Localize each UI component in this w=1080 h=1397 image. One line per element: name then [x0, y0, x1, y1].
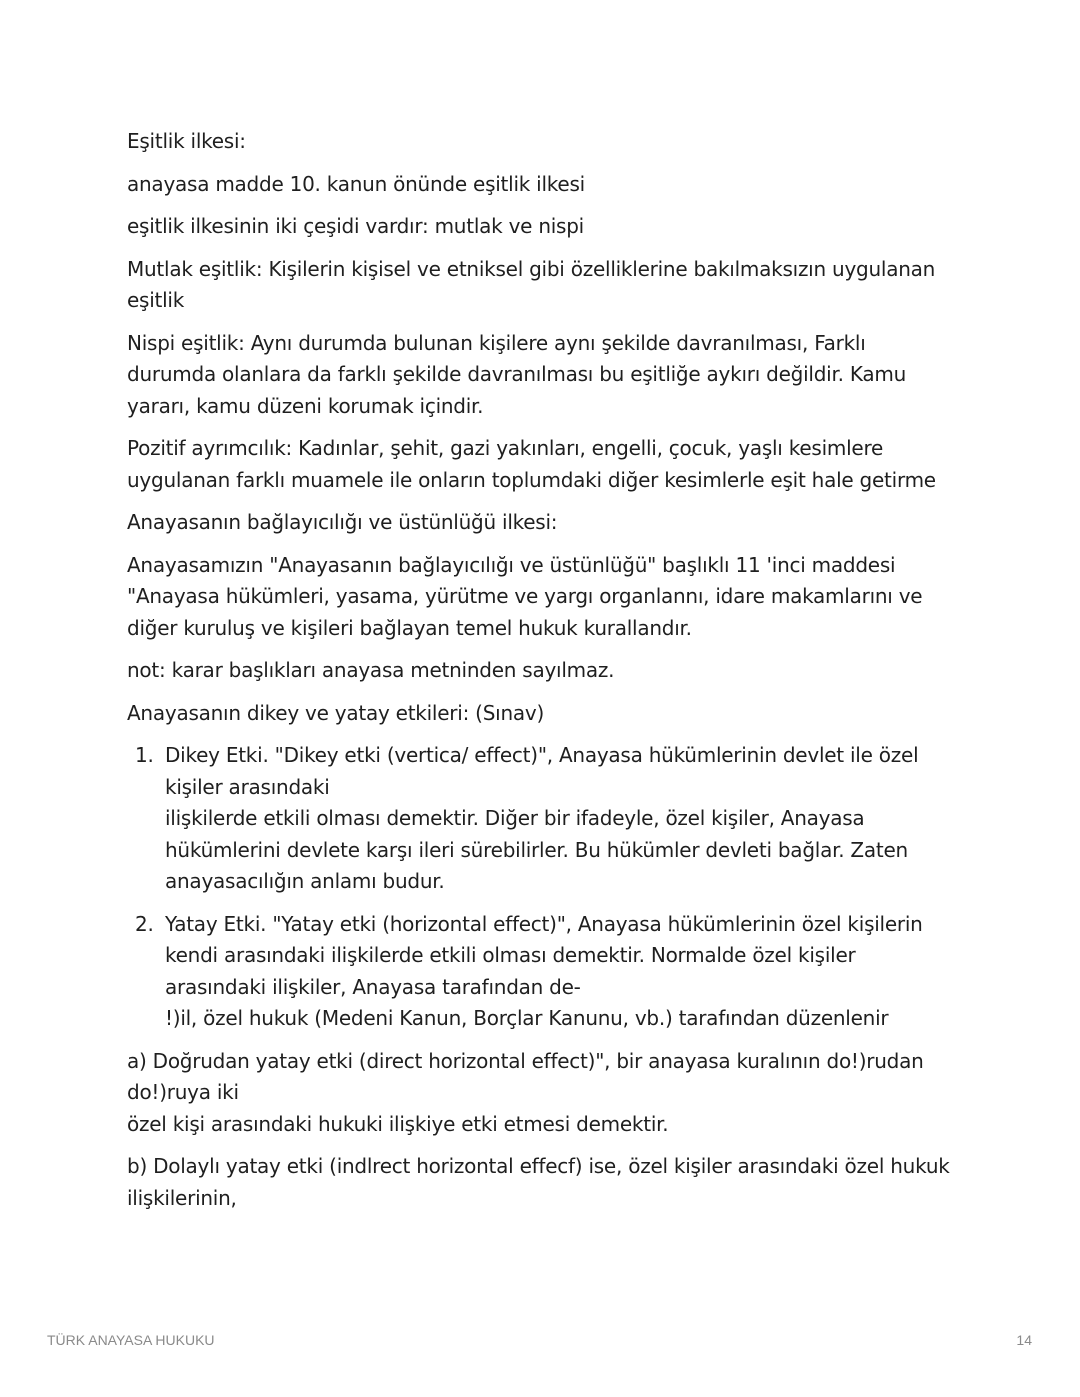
- effects-list: [127, 740, 957, 1035]
- list-number: 2.: [135, 911, 154, 936]
- list-item-text: ilişkilerde etkili olması demektir. Diğer bir ifadeyle, özel kişiler, Anayasa hükümlerini devlete karşı ileri sürebilirler. Bu hükümler devleti bağlar. Zaten anayasacılığın anlamı budur.: [165, 806, 908, 893]
- list-item-text: Dikey Etki. "Dikey etki (vertica/ effect)", Anayasa hükümlerinin devlet ile özel kişiler arasındaki: [165, 743, 919, 799]
- paragraph-relative-equality: Nispi eşitlik: Aynı durumda bulunan kişilere aynı şekilde davranılması, Farklı durumda olanlara da farklı şekilde davranılması bu eşitliğe aykırı değildir. Kamu yararı, kamu düzeni korumak içindir.: [127, 330, 906, 418]
- paragraph-line: b) Dolaylı yatay etki (indlrect horizontal effecf) ise, özel kişiler arasındaki özel hukuk ilişkilerinin,: [127, 1154, 950, 1210]
- paragraph-indirect-horizontal-effect: [127, 1151, 957, 1214]
- paragraph-positive-discrimination: Pozitif ayrımcılık: Kadınlar, şehit, gazi yakınları, engelli, çocuk, yaşlı kesimlere uygulanan farklı muamele ile onların toplumdaki diğer kesimlerle eşit hale getirme: [127, 436, 936, 492]
- heading-equality-principle: Eşitlik ilkesi:: [127, 129, 246, 153]
- paragraph-note: not: karar başlıkları anayasa metninden sayılmaz.: [127, 658, 615, 682]
- list-item-text: !)il, özel hukuk (Medeni Kanun, Borçlar Kanunu, vb.) tarafından düzenlenir: [165, 1006, 889, 1030]
- paragraph-line: özel kişi arasındaki hukuki ilişkiye etki etmesi demektir.: [127, 1111, 669, 1136]
- paragraph-equality-types: eşitlik ilkesinin iki çeşidi vardır: mutlak ve nispi: [127, 214, 584, 238]
- paragraph-direct-horizontal-effect: [127, 1046, 957, 1141]
- paragraph-absolute-equality: Mutlak eşitlik: Kişilerin kişisel ve etniksel gibi özelliklerine bakılmaksızın uygulanan eşitlik: [127, 256, 936, 312]
- list-item: [127, 740, 957, 898]
- paragraph-line: a) Doğrudan yatay etki (direct horizontal effect)", bir anayasa kuralının do!)rudan do!)ruya iki: [127, 1048, 924, 1104]
- list-number: 1.: [135, 743, 154, 767]
- list-item-text: Yatay Etki. "Yatay etki (horizontal effect)", Anayasa hükümlerinin özel kişilerin kendi arasındaki ilişkilerde etkili olması demektir. Normalde özel kişiler arasındaki ilişkiler, Anayasa tarafından de-: [165, 911, 923, 999]
- heading-supremacy-principle: Anayasanın bağlayıcılığı ve üstünlüğü ilkesi:: [127, 510, 558, 534]
- list-item: [127, 909, 957, 1035]
- footer-page-number: 14: [1016, 1332, 1032, 1348]
- document-body: [127, 126, 957, 1225]
- heading-vertical-horizontal-effects: Anayasanın dikey ve yatay etkileri: (Sınav): [127, 700, 545, 725]
- paragraph-article-11: Anayasamızın "Anayasanın bağlayıcılığı ve üstünlüğü" başlıklı 11 'inci maddesi "Anayasa hükümleri, yasama, yürütme ve yargı organlannı, idare makamlarını ve diğer kuruluş ve kişileri bağlayan temel hukuk kurallandır.: [127, 552, 923, 640]
- paragraph-article-10: anayasa madde 10. kanun önünde eşitlik ilkesi: [127, 171, 585, 196]
- footer-document-title: TÜRK ANAYASA HUKUKU: [47, 1332, 215, 1348]
